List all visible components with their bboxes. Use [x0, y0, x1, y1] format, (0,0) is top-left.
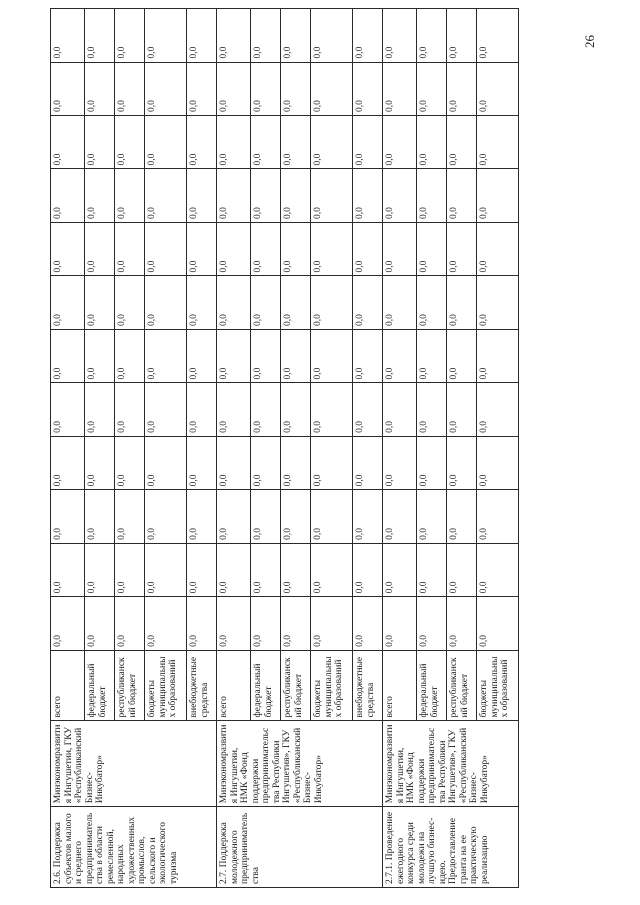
value-cell: 0,0 [115, 169, 145, 222]
value-cell: 0,0 [353, 543, 383, 596]
value-cell: 0,0 [85, 116, 115, 169]
value-cell: 0,0 [187, 9, 217, 63]
value-cell: 0,0 [251, 597, 281, 650]
value-cell: 0,0 [145, 436, 187, 489]
value-cell: 0,0 [353, 62, 383, 115]
value-cell: 0,0 [311, 543, 353, 596]
value-cell: 0,0 [311, 62, 353, 115]
value-cell: 0,0 [145, 543, 187, 596]
value-cell: 0,0 [281, 62, 311, 115]
value-cell: 0,0 [447, 543, 477, 596]
value-cell: 0,0 [383, 597, 417, 650]
table-row [217, 9, 251, 888]
value-cell: 0,0 [353, 222, 383, 275]
value-cell: 0,0 [477, 543, 519, 596]
executor-cell: Минэкономразвития Ингушетии, ГКУ «Республиканский Бизнес-Инкубатор» [51, 721, 217, 807]
value-cell: 0,0 [251, 383, 281, 436]
value-cell: 0,0 [115, 490, 145, 543]
value-cell: 0,0 [85, 169, 115, 222]
value-cell: 0,0 [447, 169, 477, 222]
value-cell: 0,0 [417, 9, 447, 63]
rotated-table-wrapper [50, 8, 630, 888]
value-cell: 0,0 [383, 543, 417, 596]
value-cell: 0,0 [477, 116, 519, 169]
value-cell: 0,0 [145, 116, 187, 169]
value-cell: 0,0 [217, 62, 251, 115]
value-cell: 0,0 [51, 597, 85, 650]
value-cell: 0,0 [51, 383, 85, 436]
value-cell: 0,0 [251, 436, 281, 489]
value-cell: 0,0 [417, 222, 447, 275]
value-cell: 0,0 [217, 490, 251, 543]
value-cell: 0,0 [115, 329, 145, 382]
value-cell: 0,0 [417, 383, 447, 436]
value-cell: 0,0 [281, 116, 311, 169]
value-cell: 0,0 [217, 597, 251, 650]
value-cell: 0,0 [281, 597, 311, 650]
value-cell: 0,0 [353, 490, 383, 543]
value-cell: 0,0 [311, 222, 353, 275]
value-cell: 0,0 [477, 597, 519, 650]
funding-source-cell: внебюджетные средства [353, 650, 383, 721]
value-cell: 0,0 [85, 222, 115, 275]
value-cell: 0,0 [353, 329, 383, 382]
program-name-cell: 2.7.1. Проведение ежегодного конкурса среди молодежи на лучшую бизнес-идею. Предоставление гранта на ее практическую реализацию [383, 807, 519, 888]
funding-source-cell: республиканский бюджет [115, 650, 145, 721]
value-cell: 0,0 [477, 383, 519, 436]
value-cell: 0,0 [383, 276, 417, 329]
value-cell: 0,0 [187, 116, 217, 169]
value-cell: 0,0 [217, 222, 251, 275]
value-cell: 0,0 [447, 490, 477, 543]
value-cell: 0,0 [417, 436, 447, 489]
value-cell: 0,0 [187, 597, 217, 650]
value-cell: 0,0 [311, 597, 353, 650]
value-cell: 0,0 [311, 436, 353, 489]
value-cell: 0,0 [85, 490, 115, 543]
value-cell: 0,0 [85, 62, 115, 115]
value-cell: 0,0 [447, 597, 477, 650]
value-cell: 0,0 [353, 276, 383, 329]
value-cell: 0,0 [51, 9, 85, 63]
value-cell: 0,0 [51, 329, 85, 382]
value-cell: 0,0 [251, 62, 281, 115]
value-cell: 0,0 [115, 222, 145, 275]
value-cell: 0,0 [85, 436, 115, 489]
value-cell: 0,0 [281, 490, 311, 543]
value-cell: 0,0 [187, 329, 217, 382]
value-cell: 0,0 [115, 383, 145, 436]
value-cell: 0,0 [383, 116, 417, 169]
value-cell: 0,0 [251, 276, 281, 329]
value-cell: 0,0 [353, 169, 383, 222]
value-cell: 0,0 [251, 116, 281, 169]
value-cell: 0,0 [353, 116, 383, 169]
value-cell: 0,0 [217, 329, 251, 382]
value-cell: 0,0 [251, 543, 281, 596]
value-cell: 0,0 [477, 222, 519, 275]
value-cell: 0,0 [447, 9, 477, 63]
page-number: 26 [582, 35, 597, 48]
value-cell: 0,0 [477, 9, 519, 63]
value-cell: 0,0 [187, 383, 217, 436]
value-cell: 0,0 [281, 222, 311, 275]
value-cell: 0,0 [311, 383, 353, 436]
value-cell: 0,0 [477, 490, 519, 543]
value-cell: 0,0 [447, 436, 477, 489]
budget-table [50, 8, 519, 888]
value-cell: 0,0 [281, 543, 311, 596]
funding-source-cell: республиканский бюджет [447, 650, 477, 721]
value-cell: 0,0 [145, 222, 187, 275]
value-cell: 0,0 [85, 597, 115, 650]
funding-source-cell: бюджеты муниципальных образований [145, 650, 187, 721]
value-cell: 0,0 [145, 329, 187, 382]
funding-source-cell: республиканский бюджет [281, 650, 311, 721]
value-cell: 0,0 [281, 383, 311, 436]
funding-source-cell: федеральный бюджет [85, 650, 115, 721]
value-cell: 0,0 [311, 329, 353, 382]
value-cell: 0,0 [115, 436, 145, 489]
value-cell: 0,0 [383, 169, 417, 222]
value-cell: 0,0 [353, 597, 383, 650]
value-cell: 0,0 [217, 9, 251, 63]
program-name-cell: 2.7. Поддержка молодежного предпринимательства [217, 807, 383, 888]
value-cell: 0,0 [417, 62, 447, 115]
value-cell: 0,0 [115, 116, 145, 169]
value-cell: 0,0 [251, 329, 281, 382]
value-cell: 0,0 [477, 62, 519, 115]
value-cell: 0,0 [115, 62, 145, 115]
value-cell: 0,0 [383, 490, 417, 543]
value-cell: 0,0 [85, 543, 115, 596]
value-cell: 0,0 [217, 276, 251, 329]
value-cell: 0,0 [145, 490, 187, 543]
value-cell: 0,0 [217, 169, 251, 222]
value-cell: 0,0 [383, 9, 417, 63]
value-cell: 0,0 [217, 543, 251, 596]
value-cell: 0,0 [353, 9, 383, 63]
funding-source-cell: всего [217, 650, 251, 721]
value-cell: 0,0 [51, 543, 85, 596]
funding-source-cell: федеральный бюджет [417, 650, 447, 721]
value-cell: 0,0 [51, 490, 85, 543]
value-cell: 0,0 [115, 9, 145, 63]
value-cell: 0,0 [51, 116, 85, 169]
value-cell: 0,0 [187, 222, 217, 275]
value-cell: 0,0 [281, 169, 311, 222]
value-cell: 0,0 [145, 383, 187, 436]
value-cell: 0,0 [51, 436, 85, 489]
value-cell: 0,0 [115, 597, 145, 650]
table-row [383, 9, 417, 888]
funding-source-cell: бюджеты муниципальных образований [311, 650, 353, 721]
value-cell: 0,0 [383, 62, 417, 115]
value-cell: 0,0 [447, 116, 477, 169]
value-cell: 0,0 [383, 329, 417, 382]
funding-source-cell: всего [383, 650, 417, 721]
value-cell: 0,0 [187, 436, 217, 489]
value-cell: 0,0 [447, 222, 477, 275]
value-cell: 0,0 [85, 383, 115, 436]
funding-source-cell: внебюджетные средства [187, 650, 217, 721]
value-cell: 0,0 [115, 543, 145, 596]
value-cell: 0,0 [251, 9, 281, 63]
value-cell: 0,0 [145, 597, 187, 650]
value-cell: 0,0 [145, 62, 187, 115]
value-cell: 0,0 [217, 436, 251, 489]
value-cell: 0,0 [145, 9, 187, 63]
value-cell: 0,0 [311, 490, 353, 543]
value-cell: 0,0 [115, 276, 145, 329]
value-cell: 0,0 [353, 436, 383, 489]
value-cell: 0,0 [447, 276, 477, 329]
table-row [51, 9, 85, 888]
value-cell: 0,0 [85, 329, 115, 382]
value-cell: 0,0 [85, 9, 115, 63]
value-cell: 0,0 [353, 383, 383, 436]
value-cell: 0,0 [187, 169, 217, 222]
value-cell: 0,0 [311, 9, 353, 63]
value-cell: 0,0 [187, 62, 217, 115]
value-cell: 0,0 [417, 597, 447, 650]
value-cell: 0,0 [383, 436, 417, 489]
value-cell: 0,0 [477, 436, 519, 489]
value-cell: 0,0 [417, 116, 447, 169]
value-cell: 0,0 [281, 9, 311, 63]
table-body [51, 9, 519, 888]
value-cell: 0,0 [187, 276, 217, 329]
value-cell: 0,0 [145, 276, 187, 329]
value-cell: 0,0 [51, 169, 85, 222]
value-cell: 0,0 [383, 222, 417, 275]
value-cell: 0,0 [417, 543, 447, 596]
funding-source-cell: федеральный бюджет [251, 650, 281, 721]
value-cell: 0,0 [417, 490, 447, 543]
value-cell: 0,0 [51, 222, 85, 275]
value-cell: 0,0 [447, 383, 477, 436]
value-cell: 0,0 [477, 329, 519, 382]
value-cell: 0,0 [251, 169, 281, 222]
program-name-cell: 2.6. Поддержка субъектов малого и среднего предпринимательства в области ремесленной, народных художественных промыслов, сельского и экологического туризма [51, 807, 217, 888]
value-cell: 0,0 [281, 436, 311, 489]
value-cell: 0,0 [145, 169, 187, 222]
value-cell: 0,0 [85, 276, 115, 329]
value-cell: 0,0 [417, 169, 447, 222]
value-cell: 0,0 [383, 383, 417, 436]
value-cell: 0,0 [217, 116, 251, 169]
value-cell: 0,0 [477, 169, 519, 222]
value-cell: 0,0 [217, 383, 251, 436]
value-cell: 0,0 [447, 62, 477, 115]
executor-cell: Минэкономразвития Ингушетии, НМК «Фонд поддержки предпринимательства Республики Ингушетия», ГКУ «Республиканский Бизнес-Инкубатор» [383, 721, 519, 807]
value-cell: 0,0 [281, 329, 311, 382]
value-cell: 0,0 [281, 276, 311, 329]
value-cell: 0,0 [187, 543, 217, 596]
value-cell: 0,0 [311, 169, 353, 222]
value-cell: 0,0 [417, 329, 447, 382]
value-cell: 0,0 [447, 329, 477, 382]
value-cell: 0,0 [51, 62, 85, 115]
executor-cell: Минэкономразвития Ингушетии, НМК «Фонд поддержки предпринимательства Республики Ингушетия», ГКУ «Республиканский Бизнес-Инкубатор» [217, 721, 383, 807]
value-cell: 0,0 [51, 276, 85, 329]
funding-source-cell: всего [51, 650, 85, 721]
value-cell: 0,0 [311, 116, 353, 169]
value-cell: 0,0 [477, 276, 519, 329]
value-cell: 0,0 [417, 276, 447, 329]
value-cell: 0,0 [251, 490, 281, 543]
value-cell: 0,0 [311, 276, 353, 329]
value-cell: 0,0 [251, 222, 281, 275]
value-cell: 0,0 [187, 490, 217, 543]
funding-source-cell: бюджеты муниципальных образований [477, 650, 519, 721]
